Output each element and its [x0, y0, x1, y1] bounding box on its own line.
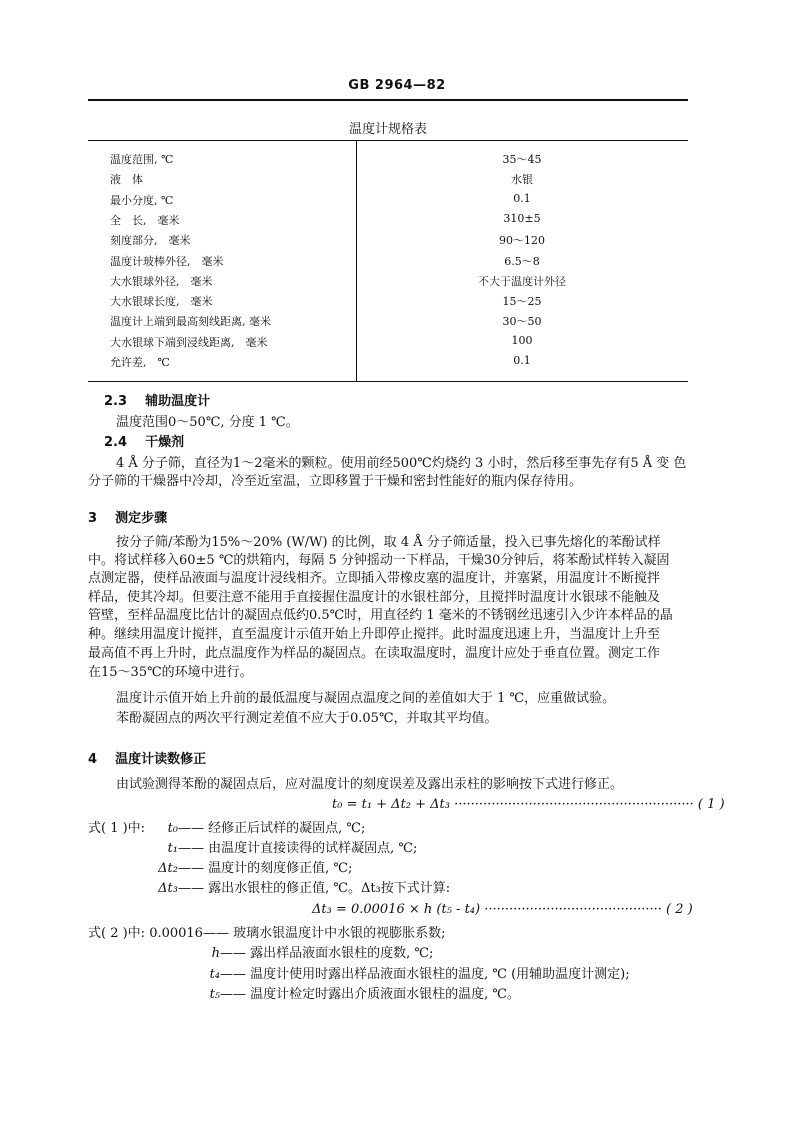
section-3-line: 种。继续用温度计搅拌，直至温度计示值开始上升即停止搅拌。此时温度迅速上升，当温度计上升至: [88, 627, 661, 642]
formula-1-where: 式( 1 )中:: [88, 821, 146, 836]
table-bottom-border: [88, 381, 688, 382]
section-3-line: 点测定器，使样品液面与温度计浸线相齐。立即插入带橡皮塞的温度计，并塞紧，用温度计不断搅拌: [88, 571, 661, 586]
spec-label: 温度范围, ℃: [110, 153, 174, 166]
section-3-line: 最高值不再上升时，此点温度作为样品的凝固点。在读取温度时，温度计应处于垂直位置。测定工作: [88, 646, 661, 661]
spec-value: 310±5: [503, 211, 541, 225]
formula-1: t₀ = t₁ + Δt₂ + Δt₃ ·························································· ( 1 ): [332, 797, 725, 812]
section-3-line: 按分子筛/苯酚为15%～20% (W/W) 的比例，取 4 Å 分子筛适量，投入已事先熔化的苯酚试样: [116, 535, 661, 550]
section-3-paragraph-3: 苯酚凝固点的两次平行测定差值不应大于0.05℃，并取其平均值。: [116, 711, 498, 726]
table-title: 温度计规格表: [348, 122, 427, 137]
section-2-3-text: 温度范围0～50℃, 分度 1 ℃。: [116, 415, 299, 430]
spec-table-row: [88, 171, 688, 191]
definition-row: Δt₂—— 温度计的刻度修正值, ℃;: [158, 861, 353, 876]
definition-row: t₀—— 经修正后试样的凝固点, ℃;: [167, 821, 366, 836]
spec-table-row: [88, 232, 688, 252]
formula-2: Δt₃ = 0.00016 × h (t₅ - t₄) ··········································· ( 2 ): [312, 902, 693, 917]
spec-value: 0.1: [513, 191, 531, 205]
spec-table-row: [88, 253, 688, 273]
spec-label: 大水银球长度, 毫米: [110, 295, 213, 309]
spec-value: 90～120: [499, 234, 545, 248]
spec-label: 液 体: [110, 173, 143, 187]
spec-label: 最小分度, ℃: [110, 193, 174, 207]
definition-row: t₁—— 由温度计直接读得的试样凝固点, ℃;: [167, 841, 418, 856]
spec-value: 15～25: [502, 295, 542, 309]
spec-table-row: [88, 313, 688, 333]
spec-table-row: [88, 334, 688, 354]
section-3-line: 样品，使其冷却。但要注意不能用手直接握住温度计的水银柱部分，且搅拌时温度计水银球不能触及: [88, 590, 661, 605]
spec-table-row: [88, 151, 688, 171]
section-2-4-line: 4 Å 分子筛，直径为1～2毫米的颗粒。使用前经500℃灼烧约 3 小时，然后移至事先存有5 Å 变 色: [116, 456, 687, 471]
section-3-line: 中。将试样移入60±5 ℃的烘箱内，每隔 5 分钟摇动一下样品，干燥30分钟后，将苯酚试样转入凝固: [88, 553, 670, 568]
definition-row: Δt₃—— 露出水银柱的修正值, ℃。Δt₃按下式计算:: [158, 881, 451, 896]
spec-value: 100: [511, 333, 533, 347]
spec-label: 大水银球外径, 毫米: [110, 274, 213, 288]
section-3-line: 管壁，至样品温度比估计的凝固点低约0.5℃时，用直径约 1 毫米的不锈钢丝迅速引入少许本样品的晶: [88, 608, 673, 623]
spec-label: 温度计上端到最高刻线距离, 毫米: [110, 315, 271, 329]
spec-value: 35～45: [502, 153, 542, 166]
spec-label: 允许差, ℃: [110, 356, 170, 369]
spec-table-row: [88, 212, 688, 232]
definition-row: h—— 露出样品液面水银柱的度数, ℃;: [211, 946, 434, 961]
section-2-4-line: 分子筛的干燥器中冷却，冷至近室温，立即移置于干燥和密封性能好的瓶内保存待用。: [88, 474, 583, 489]
section-2-4-heading: 2.4 干燥剂: [104, 435, 185, 450]
spec-value: 0.1: [513, 354, 531, 367]
definition-row: t₄—— 温度计使用时露出样品液面水银柱的温度, ℃ (用辅助温度计测定);: [209, 967, 630, 982]
spec-value: 6.5～8: [504, 254, 540, 268]
spec-label: 全 长, 毫米: [110, 213, 180, 227]
section-3-line: 在15～35℃的环境中进行。: [88, 665, 253, 680]
section-4-heading: 4 温度计读数修正: [88, 752, 207, 767]
spec-label: 大水银球下端到浸线距离, 毫米: [110, 335, 268, 349]
table-top-border: [88, 140, 688, 141]
section-3-paragraph-2: 温度计示值开始上升前的最低温度与凝固点温度之间的差值如大于 1 ℃，应重做试验。: [116, 691, 616, 706]
standard-number-header: GB 2964—82: [348, 78, 446, 93]
spec-value: 水银: [511, 173, 533, 187]
spec-table-row: [88, 273, 688, 293]
spec-label: 温度计玻棒外径, 毫米: [110, 254, 224, 268]
spec-table-row: [88, 293, 688, 313]
spec-table-row: [88, 354, 688, 374]
spec-value: 30～50: [502, 315, 542, 329]
formula-2-where: 式( 2 )中: 0.00016—— 玻璃水银温度计中水银的视膨胀系数;: [88, 926, 446, 941]
spec-value: 不大于温度计外径: [478, 274, 566, 288]
section-2-3-heading: 2.3 辅助温度计: [104, 394, 211, 409]
definition-row: t₅—— 温度计检定时露出介质液面水银柱的温度, ℃。: [209, 987, 520, 1002]
spec-table-row: [88, 192, 688, 212]
section-3-heading: 3 测定步骤: [88, 511, 168, 526]
spec-label: 刻度部分, 毫米: [110, 234, 191, 248]
section-4-intro: 由试验测得苯酚的凝固点后，应对温度计的刻度误差及露出汞柱的影响按下式进行修正。: [116, 777, 624, 792]
header-rule: [88, 99, 688, 101]
